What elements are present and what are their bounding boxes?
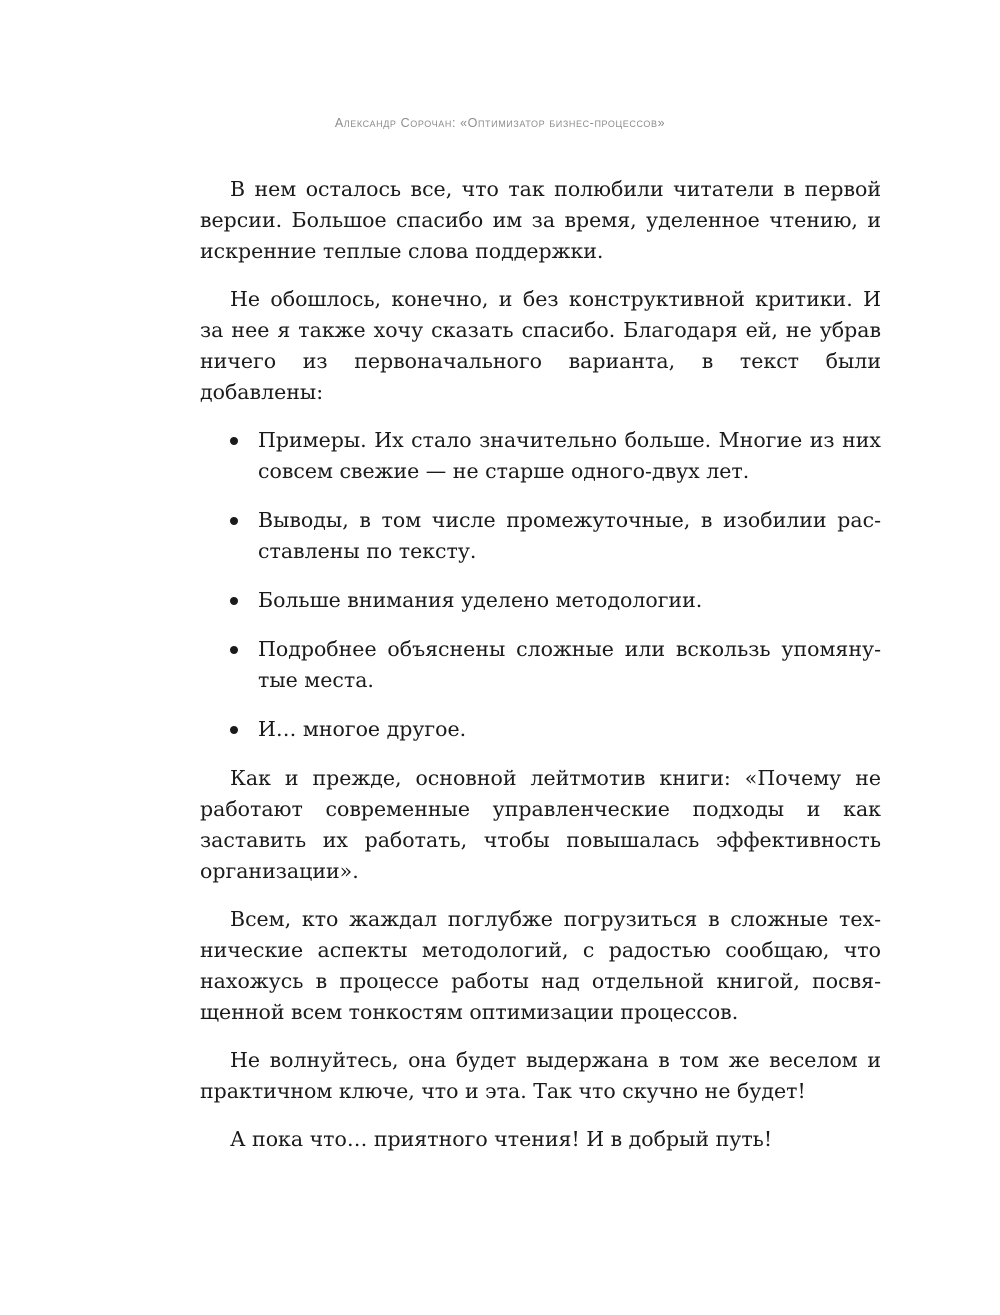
bullet-icon (230, 646, 238, 654)
paragraph: Как и прежде, основной лейтмотив книги: «Почему не работают современные управленческие подходы и как заставить их работать, чтобы повышалась эффективность организации». (200, 766, 881, 883)
list-item (200, 634, 881, 696)
bullet-icon (230, 726, 238, 734)
list-item (200, 425, 881, 487)
bullet-icon (230, 597, 238, 605)
paragraph: В нем осталось все, что так полюбили читатели в первой версии. Большое спасибо им за время, уделенное чтению, и искренние теплые слова поддержки. (200, 177, 881, 263)
list-item-text: И… многое другое. (258, 717, 467, 741)
paragraph: Всем, кто жаждал поглубже погрузиться в сложные технические аспекты методологий, с радостью сообщаю, что нахожусь в процессе работы над отдельной книгой, посвященной всем тонкостям оптимизации процессов. (200, 907, 881, 1024)
list-item (200, 585, 881, 616)
bullet-icon (230, 517, 238, 525)
list-item (200, 505, 881, 567)
list-item (200, 714, 881, 745)
list-item-text: Больше внимания уделено методологии. (258, 588, 703, 612)
bullet-icon (230, 437, 238, 445)
running-header: Александр Сорочан: «Оптимизатор бизнес-процессов» (334, 116, 666, 130)
paragraph: А пока что… приятного чтения! И в добрый путь! (230, 1127, 773, 1151)
paragraph: Не волнуйтесь, она будет выдержана в том же веселом и практичном ключе, что и эта. Так что скучно не будет! (200, 1048, 881, 1103)
bullet-list (200, 425, 881, 745)
body-text (200, 174, 881, 1172)
list-item-text: Выводы, в том числе промежуточные, в изобилии расставлены по тексту. (258, 508, 881, 563)
paragraph: Не обошлось, конечно, и без конструктивной критики. И за нее я также хочу сказать спасибо. Благодаря ей, не убрав ничего из первоначального варианта, в текст были добавлены: (200, 287, 881, 404)
list-item-text: Примеры. Их стало значительно больше. Многие из них совсем свежие — не старше одного-двух лет. (258, 428, 881, 483)
list-item-text: Подробнее объяснены сложные или вскользь упомянутые места. (258, 637, 881, 692)
